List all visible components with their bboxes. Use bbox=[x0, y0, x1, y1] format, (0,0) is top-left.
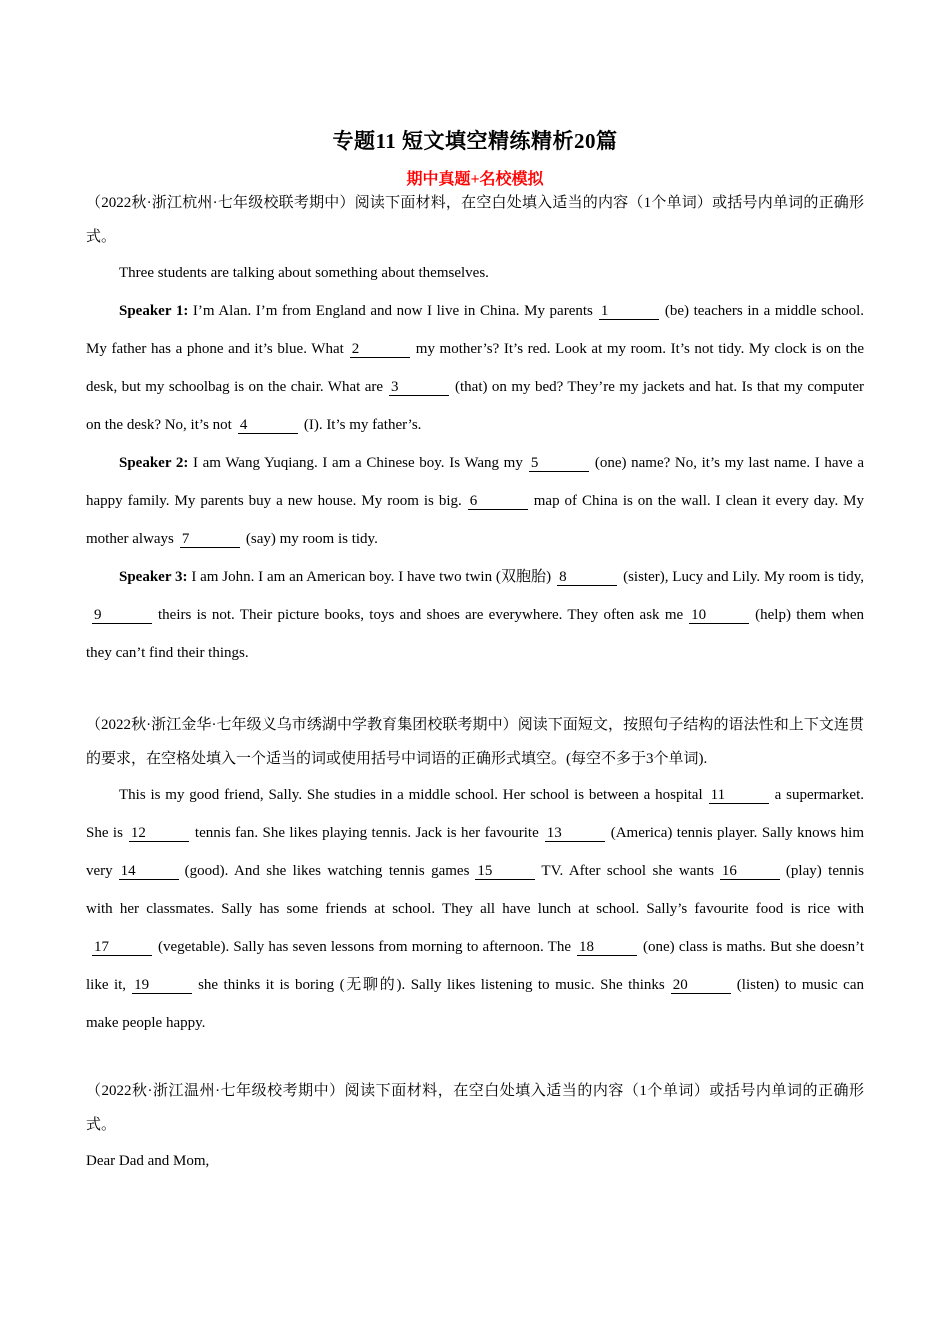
blank-17[interactable]: 17 bbox=[92, 939, 152, 956]
text: TV. After school she wants bbox=[541, 863, 714, 879]
blank-3[interactable]: 3 bbox=[389, 379, 449, 396]
section-2-paragraph bbox=[86, 776, 864, 1042]
section-gap bbox=[86, 672, 864, 708]
blank-12[interactable]: 12 bbox=[129, 825, 189, 842]
text: (listen) to music can make people happy. bbox=[86, 977, 864, 1031]
text: she thinks it is boring (无聊的). Sally likes listening to music. She thinks bbox=[198, 977, 665, 993]
text: (that) on my bed? They’re my jackets and hat. Is that my computer on the desk? No, it’s not bbox=[86, 379, 864, 433]
blank-19[interactable]: 19 bbox=[132, 977, 192, 994]
section-1-source: （2022秋·浙江杭州·七年级校联考期中）阅读下面材料，在空白处填入适当的内容（1个单词）或括号内单词的正确形式。 bbox=[86, 195, 864, 245]
blank-11[interactable]: 11 bbox=[709, 787, 769, 804]
page-title: 专题11 短文填空精练精析20篇 bbox=[332, 129, 618, 153]
blank-4[interactable]: 4 bbox=[238, 417, 298, 434]
text: I am Wang Yuqiang. I am a Chinese boy. Is Wang my bbox=[188, 455, 523, 471]
blank-16[interactable]: 16 bbox=[720, 863, 780, 880]
text: I’m Alan. I’m from England and now I live in China. My parents bbox=[188, 303, 593, 319]
page-subtitle: 期中真题+名校模拟 bbox=[406, 171, 544, 188]
blank-10[interactable]: 10 bbox=[689, 607, 749, 624]
blank-1[interactable]: 1 bbox=[599, 303, 659, 320]
blank-5[interactable]: 5 bbox=[529, 455, 589, 472]
blank-8[interactable]: 8 bbox=[557, 569, 617, 586]
text: (say) my room is tidy. bbox=[245, 531, 378, 547]
text: (be) teachers in a middle school. My father has a phone and it’s blue. What bbox=[86, 303, 864, 357]
speaker-2-label: Speaker 2: bbox=[119, 455, 189, 471]
text: (good). And she likes watching tennis games bbox=[184, 863, 470, 879]
letter-greeting: Dear Dad and Mom, bbox=[86, 1153, 210, 1169]
section-3-source: （2022秋·浙江温州·七年级校考期中）阅读下面材料，在空白处填入适当的内容（1个单词）或括号内单词的正确形式。 bbox=[86, 1083, 864, 1133]
blank-15[interactable]: 15 bbox=[475, 863, 535, 880]
blank-13[interactable]: 13 bbox=[545, 825, 605, 842]
text: theirs is not. Their picture books, toys and shoes are everywhere. They often ask me bbox=[158, 607, 684, 623]
text: tennis fan. She likes playing tennis. Jack is her favourite bbox=[194, 825, 539, 841]
text: map of China is on the wall. I clean it every day. My mother always bbox=[86, 493, 865, 547]
speaker-1-paragraph bbox=[86, 292, 864, 444]
text: (I). It’s my father’s. bbox=[303, 417, 422, 433]
blank-2[interactable]: 2 bbox=[350, 341, 410, 358]
blank-18[interactable]: 18 bbox=[577, 939, 637, 956]
speaker-1-label: Speaker 1: bbox=[119, 303, 189, 319]
blank-6[interactable]: 6 bbox=[468, 493, 528, 510]
text: I am John. I am an American boy. I have two twin (双胞胎) bbox=[187, 569, 552, 585]
speaker-3-paragraph bbox=[86, 558, 864, 672]
text: (help) them when they can’t find their things. bbox=[86, 607, 864, 661]
section-2-source: （2022秋·浙江金华·七年级义乌市绣湖中学教育集团校联考期中）阅读下面短文，按照句子结构的语法性和上下文连贯的要求，在空格处填入一个适当的词或使用括号中词语的正确形式填空。(每空不多于3个单词). bbox=[86, 717, 864, 767]
blank-20[interactable]: 20 bbox=[671, 977, 731, 994]
section-1-intro: Three students are talking about something about themselves. bbox=[119, 265, 489, 281]
speaker-3-label: Speaker 3: bbox=[119, 569, 188, 585]
blank-9[interactable]: 9 bbox=[92, 607, 152, 624]
text: This is my good friend, Sally. She studies in a middle school. Her school is between a hospital bbox=[119, 787, 703, 803]
speaker-2-paragraph bbox=[86, 444, 864, 558]
section-gap bbox=[86, 1042, 864, 1074]
document-body bbox=[86, 186, 864, 1180]
text: (one) name? No, it’s my last name. I have a happy family. My parents buy a new house. My room is big. bbox=[86, 455, 864, 509]
text: (play) tennis with her classmates. Sally has some friends at school. They all have lunch at school. Sally’s favourite food is rice with bbox=[86, 863, 864, 917]
text: (one) class is maths. But she doesn’t like it, bbox=[86, 939, 864, 993]
text: (sister), Lucy and Lily. My room is tidy, bbox=[623, 569, 864, 585]
blank-7[interactable]: 7 bbox=[180, 531, 240, 548]
blank-14[interactable]: 14 bbox=[119, 863, 179, 880]
text: (America) tennis player. Sally knows him very bbox=[86, 825, 864, 879]
text: (vegetable). Sally has seven lessons from morning to afternoon. The bbox=[158, 939, 572, 955]
text: my mother’s? It’s red. Look at my room. It’s not tidy. My clock is on the desk, but my schoolbag is on the chair. What are bbox=[86, 341, 865, 395]
text: a supermarket. She is bbox=[86, 787, 864, 841]
